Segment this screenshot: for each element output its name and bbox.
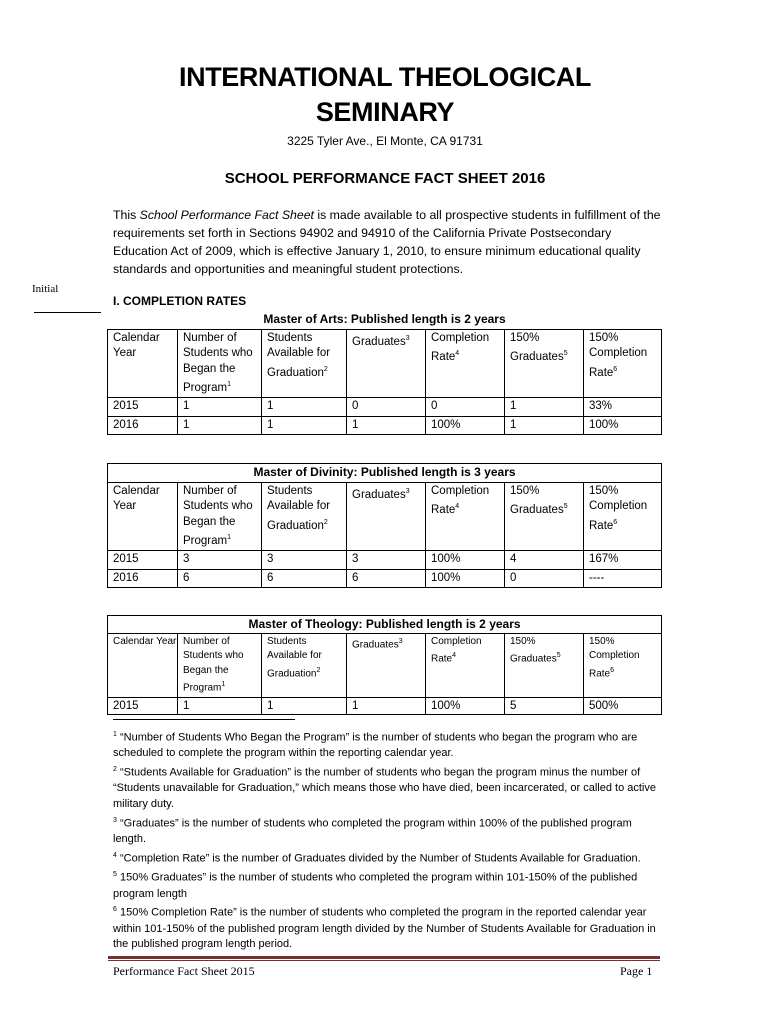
cell: 1: [262, 398, 347, 417]
col-students-began: Number of Students who Began the Program$^1$: [178, 482, 262, 551]
cell: 0: [426, 398, 505, 417]
cell: 3: [262, 551, 347, 570]
table-header-row: [108, 329, 662, 398]
cell: 0: [347, 398, 426, 417]
cell: 1: [262, 416, 347, 435]
col-150-graduates: 150% Graduates$^5$: [505, 482, 584, 551]
cell: 1: [262, 697, 347, 715]
cell: 1: [505, 398, 584, 417]
footnote: $^6$ 150% Completion Rate” is the number of students who completed the program in the reported calendar year within 101-150% of the published program length divided by the Number of Students Available for Graduation in the published program length period.: [113, 906, 656, 951]
cell: 100%: [426, 416, 505, 435]
cell: 500%: [584, 697, 662, 715]
table-master-of-arts: [107, 311, 662, 435]
cell: 1: [178, 416, 262, 435]
section-heading: I. COMPLETION RATES: [113, 294, 247, 308]
cell: 6: [347, 569, 426, 588]
cell: 3: [178, 551, 262, 570]
col-completion-rate: Completion Rate$^4$: [426, 329, 505, 398]
col-150-completion: 150% Completion Rate$^6$: [584, 329, 662, 398]
cell: 2016: [108, 416, 178, 435]
cell: 2016: [108, 569, 178, 588]
footer-title: Performance Fact Sheet 2015: [113, 964, 255, 978]
col-150-graduates: 150% Graduates$^5$: [505, 329, 584, 398]
col-calendar-year: Calendar Year: [108, 482, 178, 551]
table-header-row: [108, 482, 662, 551]
cell: 100%: [426, 697, 505, 715]
col-students-available: Students Available for Graduation$^2$: [262, 329, 347, 398]
cell: 5: [505, 697, 584, 715]
cell: 4: [505, 551, 584, 570]
col-students-available: Students Available for Graduation$^2$: [262, 633, 347, 697]
table-row: [108, 416, 662, 435]
col-calendar-year: Calendar Year: [108, 633, 178, 697]
cell: 100%: [426, 569, 505, 588]
page-title-line1: INTERNATIONAL THEOLOGICAL: [179, 62, 591, 92]
table-caption: Master of Theology: Published length is 2 years: [108, 616, 662, 634]
fact-sheet-subtitle: SCHOOL PERFORMANCE FACT SHEET 2016: [224, 170, 546, 187]
table-row: [108, 398, 662, 417]
footnote: $^2$ “Students Available for Graduation” is the number of students who began the program minus the number of “Students unavailable for Graduation,” which means those who have died, been incarcerated, or called to active military duty.: [113, 766, 656, 811]
col-completion-rate: Completion Rate$^4$: [426, 633, 505, 697]
footnote: $^4$ “Completion Rate” is the number of Graduates divided by the Number of Students Available for Graduation.: [113, 851, 641, 865]
table-row: [108, 697, 662, 715]
footnote: $^3$ “Graduates” is the number of students who completed the program within 100% of the published program length.: [113, 816, 632, 846]
initial-signature-line: [34, 312, 101, 313]
cell: 2015: [108, 398, 178, 417]
cell: 1: [178, 697, 262, 715]
cell: 1: [347, 697, 426, 715]
col-150-completion: 150% Completion Rate$^6$: [584, 482, 662, 551]
cell: 6: [262, 569, 347, 588]
cell: 2015: [108, 551, 178, 570]
initial-label: Initial: [32, 283, 59, 295]
table-master-of-theology: [107, 615, 662, 715]
col-students-began: Number of Students who Began the Program$^1$: [178, 633, 262, 697]
footnote: $^1$ “Number of Students Who Began the Program” is the number of students who began the program who are scheduled to complete the program within the reporting calendar year.: [113, 731, 638, 760]
cell: 100%: [426, 551, 505, 570]
col-students-began: Number of Students who Began the Program$^1$: [178, 329, 262, 398]
intro-italic: School Performance Fact Sheet: [139, 208, 314, 222]
page-number: Page 1: [620, 964, 653, 978]
footnote: $^5$ 150% Graduates” is the number of students who completed the program within 101-150% of the published program length: [113, 871, 638, 900]
cell: 167%: [584, 551, 662, 570]
col-students-available: Students Available for Graduation$^2$: [262, 482, 347, 551]
intro-post: is made available to all prospective students in fulfillment of the requirements set forth in Sections 94902 and 94910 of the California Private Postsecondary Education Act of 2009, which is effective January 1, 2010, to ensure minimum educational quality standards and opportunities and meaningful student protections.: [113, 208, 661, 276]
table-master-of-divinity: [107, 463, 662, 588]
cell: 3: [347, 551, 426, 570]
footer-rule: [108, 956, 660, 959]
cell: 2015: [108, 697, 178, 715]
col-calendar-year: Calendar Year: [108, 329, 178, 398]
cell: ----: [584, 569, 662, 588]
table-caption: Master of Divinity: Published length is 3 years: [108, 464, 662, 483]
cell: 100%: [584, 416, 662, 435]
cell: 6: [178, 569, 262, 588]
intro-paragraph: [113, 206, 663, 278]
table-header-row: [108, 633, 662, 697]
intro-pre: This: [113, 208, 140, 222]
footnote-separator: [113, 719, 295, 720]
col-graduates: Graduates$^3$: [347, 482, 426, 551]
footnotes: [113, 727, 658, 953]
table-row: [108, 551, 662, 570]
col-150-graduates: 150% Graduates$^5$: [505, 633, 584, 697]
cell: 1: [178, 398, 262, 417]
cell: 0: [505, 569, 584, 588]
col-graduates: Graduates$^3$: [347, 329, 426, 398]
table-caption: Master of Arts: Published length is 2 years: [108, 311, 662, 329]
cell: 33%: [584, 398, 662, 417]
cell: 1: [505, 416, 584, 435]
page-title-line2: SEMINARY: [315, 97, 455, 127]
footer-rule-thin: [108, 960, 660, 961]
table-row: [108, 569, 662, 588]
col-completion-rate: Completion Rate$^4$: [426, 482, 505, 551]
col-150-completion: 150% Completion Rate$^6$: [584, 633, 662, 697]
cell: 1: [347, 416, 426, 435]
col-graduates: Graduates$^3$: [347, 633, 426, 697]
address: 3225 Tyler Ave., El Monte, CA 91731: [287, 134, 483, 148]
